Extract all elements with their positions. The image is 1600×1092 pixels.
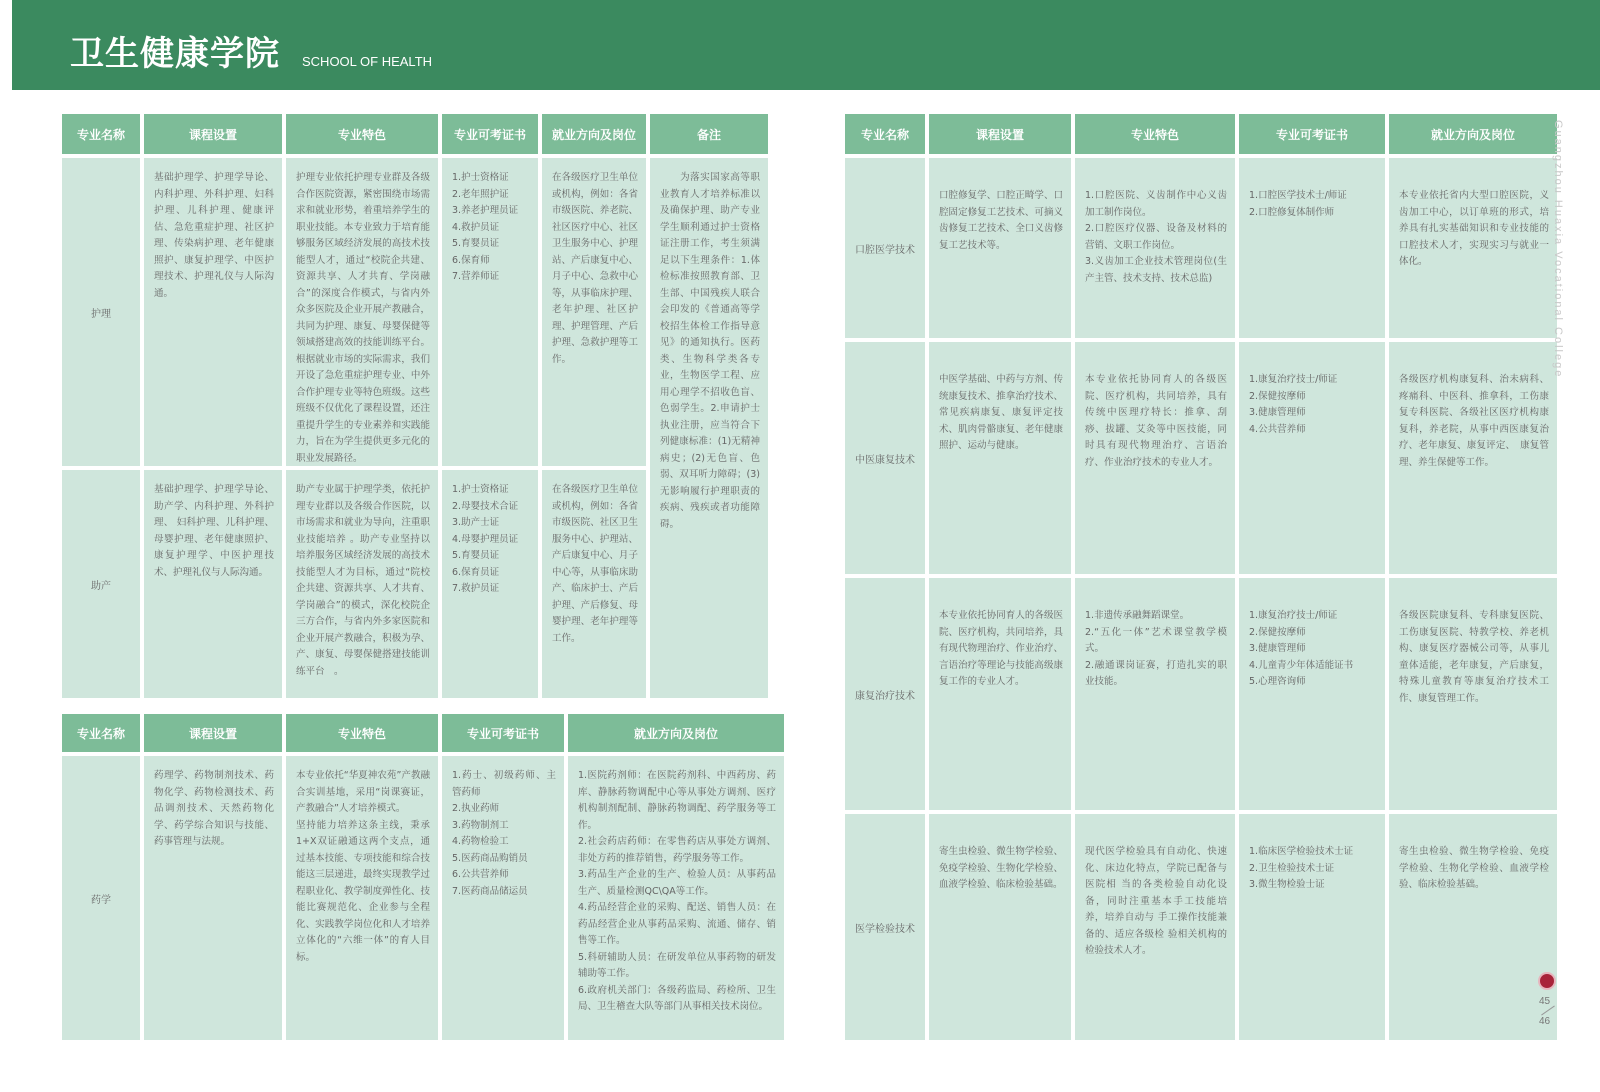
header-features: 专业特色 [286, 714, 438, 752]
remarks-cell: 为落实国家高等职业教育人才培养标准以及确保护理、助产专业学生顺利通过护士资格证注册工作，考生须满足以下生理条件：1.体检标准按照教育部、卫生部、中国残疾人联合会印发的《普通高等学校招生体检工作指导意见》的通知执行。医药类、生物科学类各专业，生物医学工程、应用心理学不招收色盲、色弱学生。2.申请护士执业注册，应当符合下列健康标准：(1)无精神病史；(2)无色盲、色弱、双耳听力障碍；(3)无影响履行护理职责的疾病、残疾或者功能障碍。 [650, 158, 768, 698]
jobs-lab-tech: 寄生虫检验、微生物学检验、免疫学检验、生物化学检验、血液学检验、临床检验基础。 [1389, 814, 1557, 1040]
header-certificates: 专业可考证书 [1239, 114, 1385, 154]
header-major-name: 专业名称 [62, 714, 140, 752]
features-nursing: 护理专业依托护理专业群及各级合作医院资源，紧密围绕市场需求和就业形势，着重培养学生的职业技能。本专业致力于培育能够服务区域经济发展的高技术技能型人才，通过“校院企共建、资源共享、人才共育、学岗融合”的深度合作模式，与省内外众多医院及企业开展产教融合，共同为护理、康复、母婴保健等领域搭建高效的技能训练平台。根据就业市场的实际需求，我们开设了急危重症护理专业、中外合作护理专业等特色班级。这些班级不仅优化了课程设置，还注重提升学生的专业素养和实践能力，旨在为学生提供更多元化的职业发展路径。 [286, 158, 438, 466]
certs-rehab-therapy: 1.康复治疗技士/师证 2.保健按摩师 3.健康管理师 4.儿童青少年体适能证书 5.心理咨询师 [1239, 578, 1385, 810]
table-right-page [845, 114, 1565, 1040]
header-courses: 课程设置 [144, 114, 282, 154]
header-courses: 课程设置 [144, 714, 282, 752]
certs-tcm-rehab: 1.康复治疗技士/师证 2.保健按摩师 3.健康管理师 4.公共营养师 [1239, 342, 1385, 574]
jobs-dental: 本专业依托省内大型口腔医院，义齿加工中心，以订单班的形式，培养具有扎实基础知识和专业技能的口腔技术人才，实现实习与就业一体化。 [1389, 158, 1557, 338]
header-courses: 课程设置 [929, 114, 1071, 154]
college-logo-icon [1538, 972, 1556, 990]
header-employment: 就业方向及岗位 [542, 114, 646, 154]
features-midwifery: 助产专业属于护理学类，依托护理专业群以及各级合作医院，以市场需求和就业为导向，注重职业技能培养 。助产专业坚持以培养服务区域经济发展的高技术技能型人才为目标，通过“院校企共建、资源共享、人才共育、学岗融合”的模式，深化校院企三方合作，与省内外多家医院和企业开展产教融合，积极为孕、产、康复、母婴保健搭建技能训练平台 。 [286, 470, 438, 698]
courses-lab-tech: 寄生虫检验、微生物学检验、免疫学检验、生物化学检验、血液学检验、临床检验基础。 [929, 814, 1071, 1040]
features-pharmacy: 本专业依托“华夏神农苑”产教融合实训基地，采用“岗课赛证，产教融合”人才培养模式。 坚持能力培养这条主线，秉承1+X双证融通这两个支点，通过基本技能、专项技能和综合技能这三层递进，最终实现教学过程职业化、教学制度弹性化、技能比赛规范化、企业参与全程化、实践教学岗位化和人才培养立体化的“六维一体”的育人目标。 [286, 756, 438, 1040]
courses-nursing: 基础护理学、护理学导论、内科护理、外科护理、妇科护理、儿科护理、健康评估、急危重症护理、社区护理、传染病护理、老年健康照护、康复护理学、中医护理技术、护理礼仪与人际沟通。 [144, 158, 282, 466]
jobs-pharmacy: 1.医院药剂师：在医院药剂科、中西药房、药库、静脉药物调配中心等从事处方调剂、医疗机构制剂配制、静脉药物调配、药学服务等工作。 2.社会药店药师：在零售药店从事处方调剂、非处方药的推荐销售，药学服务等工作。 3.药品生产企业的生产、检验人员：从事药品生产、质量检测QC\QA等工作。 4.药品经营企业的采购、配送、销售人员：在药品经营企业从事药品采购、流通、储存、销售等工作。 5.科研辅助人员：在研发单位从事药物的研发辅助等工作。 6.政府机关部门：各级药监局、药检所、卫生局、卫生稽查大队等部门从事相关技术岗位。 [568, 756, 784, 1040]
table-nursing [62, 114, 784, 710]
page-number-left: 45 [1539, 996, 1551, 1007]
courses-midwifery: 基础护理学、护理学导论、助产学、内科护理、外科护理、 妇科护理、儿科护理、母婴护理、老年健康照护、康复护理学、中医护理技术、护理礼仪与人际沟通。 [144, 470, 282, 698]
header-major-name: 专业名称 [845, 114, 925, 154]
certs-pharmacy: 1.药士、初级药师、主管药师 2.执业药师 3.药物制剂工 4.药物检验工 5.医药商品购销员 6.公共营养师 7.医药商品储运员 [442, 756, 564, 1040]
major-name-dental: 口腔医学技术 [845, 158, 925, 338]
courses-pharmacy: 药理学、药物制剂技术、药物化学、药物检测技术、药品调剂技术、天然药物化学、药学综合知识与技能、药事管理与法规。 [144, 756, 282, 1040]
header-major-name: 专业名称 [62, 114, 140, 154]
major-name-tcm-rehab: 中医康复技术 [845, 342, 925, 574]
jobs-nursing: 在各级医疗卫生单位或机构，例如：各省市级医院、养老院、社区医疗中心、社区卫生服务中心、护理站、产后康复中心、月子中心、急救中心等，从事临床护理、老年护理、社区护理、护理管理、产后护理、急救护理等工作。 [542, 158, 646, 466]
page-title: 卫生健康学院 [70, 34, 280, 74]
major-name-nursing: 护理 [62, 158, 140, 466]
features-dental: 1.口腔医院、义齿制作中心义齿加工制作岗位。 2.口腔医疗仪器、设备及材料的营销、文职工作岗位。 3.义齿加工企业技术管理岗位(生产主管、技术支持、技术总监) [1075, 158, 1235, 338]
jobs-tcm-rehab: 各级医疗机构康复科、治未病科、疼痛科、中医科、推拿科，工伤康复专科医院、各级社区医疗机构康复科，养老院，从事中西医康复治疗、老年康复、康复评定、 康复管理、养生保健等工作。 [1389, 342, 1557, 574]
certs-dental: 1.口腔医学技术士/师证 2.口腔修复体制作师 [1239, 158, 1385, 338]
header-employment: 就业方向及岗位 [1389, 114, 1557, 154]
courses-dental: 口腔修复学、口腔正畸学、口腔固定修复工艺技术、可摘义齿修复工艺技术、全口义齿修复工艺技术等。 [929, 158, 1071, 338]
header-remarks: 备注 [650, 114, 768, 154]
header-certificates: 专业可考证书 [442, 714, 564, 752]
features-rehab-therapy: 1.非遗传承融舞蹈课堂。 2.“五化一体”艺术课堂教学模式。 2.融通课岗证赛，打造扎实的职业技能。 [1075, 578, 1235, 810]
header-banner [12, 0, 1600, 90]
major-name-lab-tech: 医学检验技术 [845, 814, 925, 1040]
certs-nursing: 1.护士资格证 2.老年照护证 3.养老护理员证 4.救护员证 5.育婴员证 6.保育师 7.营养师证 [442, 158, 538, 466]
major-name-midwifery: 助产 [62, 470, 140, 698]
features-tcm-rehab: 本专业依托协同育人的各级医院、医疗机构，共同培养，具有传统中医理疗特长：推拿、刮痧、拔罐、艾灸等中医技能，同时具有现代物理治疗、言语治疗、作业治疗技术的专业人才。 [1075, 342, 1235, 574]
header-features: 专业特色 [1075, 114, 1235, 154]
header-employment: 就业方向及岗位 [568, 714, 784, 752]
courses-rehab-therapy: 本专业依托协同育人的各级医院、医疗机构，共同培养，具有现代物理治疗、作业治疗、言语治疗等理论与技能高级康复工作的专业人才。 [929, 578, 1071, 810]
header-certificates: 专业可考证书 [442, 114, 538, 154]
page-number-right: 46 [1539, 1016, 1551, 1027]
major-name-pharmacy: 药学 [62, 756, 140, 1040]
header-features: 专业特色 [286, 114, 438, 154]
table-pharmacy [62, 714, 784, 1040]
certs-lab-tech: 1.临床医学检验技术士证 2.卫生检验技术士证 3.微生物检验士证 [1239, 814, 1385, 1040]
page-subtitle: SCHOOL OF HEALTH [302, 54, 433, 69]
features-lab-tech: 现代医学检验具有自动化、快速化、床边化特点，学院已配备与医院相 当的各类检验自动化设备，同时注重基本手工技能培养，培养自动与 手工操作技能兼备的、适应各级检 验相关机构的检验技术人才。 [1075, 814, 1235, 1040]
college-name-vertical: Guangzhou Huaxia Vocational College [1552, 120, 1564, 379]
certs-midwifery: 1.护士资格证 2.母婴技术合证 3.助产士证 4.母婴护理员证 5.育婴员证 6.保育员证 7.救护员证 [442, 470, 538, 698]
major-name-rehab-therapy: 康复治疗技术 [845, 578, 925, 810]
jobs-rehab-therapy: 各级医院康复科、专科康复医院、工伤康复医院、特教学校、养老机构、康复医疗器械公司等，从事儿童体适能，老年康复，产后康复，特殊儿童教育等康复治疗技术工作、康复管理工作。 [1389, 578, 1557, 810]
courses-tcm-rehab: 中医学基础、中药与方剂、传统康复技术、推拿治疗技术、常见疾病康复、康复评定技术、肌肉骨骼康复、老年健康照护、运动与健康。 [929, 342, 1071, 574]
jobs-midwifery: 在各级医疗卫生单位或机构，例如：各省市级医院、社区卫生服务中心、护理站、产后康复中心、月子中心等，从事临床助产、临床护士、产后护理、产后修复、母婴护理、老年护理等工作。 [542, 470, 646, 698]
